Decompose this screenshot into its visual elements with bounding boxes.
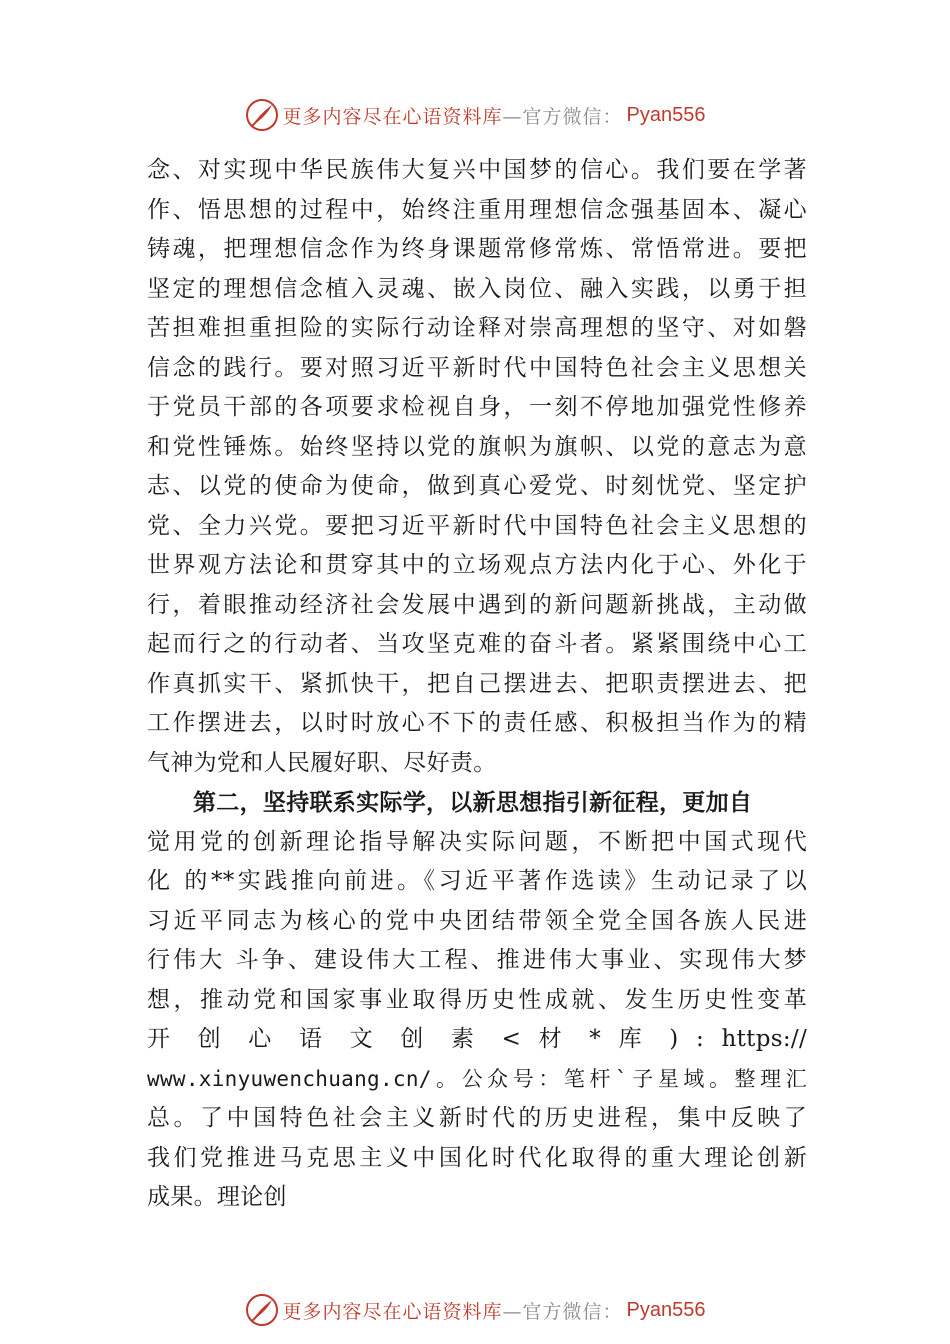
section-heading: 第二，坚持联系实际学，以新思想指引新征程，更加自 (193, 789, 753, 816)
document-body (147, 151, 807, 1218)
text-line: 行，着眼推动经济社会发展中遇到的新问题新挑战，主动做 (147, 591, 807, 618)
text-line-url: www.xinyuwenchuang.cn/。公众号：笔杆`子星域。整理汇 (147, 1066, 807, 1091)
text-line: 工作摆进去，以时时放心不下的责任感、积极担当作为的精 (147, 710, 807, 736)
text-line: 想，推动党和国家事业取得历史性成就、发生历史性变革 (147, 986, 807, 1013)
text-line: 念、对实现中华民族伟大复兴中国梦的信心。我们要在学著 (147, 157, 807, 183)
text-line: 苦担难担重担险的实际行动诠释对崇高理想的坚守、对如磐 (147, 315, 807, 341)
banner-separator: —官方微信： (502, 1300, 623, 1323)
text-line: 习近平同志为核心的党中央团结带领全党全国各族人民进 (147, 907, 807, 934)
header-banner (0, 95, 950, 135)
text-line: 志、以党的使命为使命，做到真心爱党、时刻忧党、坚定护 (147, 473, 807, 499)
text-line: 和党性锤炼。始终坚持以党的旗帜为旗帜、以党的意志为意 (147, 433, 807, 460)
text-line: 作、悟思想的过程中，始终注重用理想信念强基固本、凝心 (147, 196, 807, 223)
banner-title: 更多内容尽在心语资料库 (282, 1300, 503, 1323)
text-line: 觉用党的创新理论指导解决实际问题，不断把中国式现代 (147, 828, 807, 855)
footer-banner (0, 1290, 950, 1330)
text-line: 我们党推进马克思主义中国化时代化取得的重大理论创新 (147, 1144, 807, 1171)
banner-wechat-id: Pyan556 (626, 103, 706, 126)
quill-logo-icon (245, 1293, 279, 1327)
text-line: 于党员干部的各项要求检视自身，一刻不停地加强党性修养 (147, 394, 807, 420)
text-line: 起而行之的行动者、当攻坚克难的奋斗者。紧紧围绕中心工 (147, 631, 807, 657)
text-line: 开 创 心 语 文 创 素 < 材 * 库 ) : https:// (147, 1026, 807, 1052)
text-line: 作真抓实干、紧抓快干，把自己摆进去、把职责摆进去、把 (147, 670, 807, 697)
text-line: 党、全力兴党。要把习近平新时代中国特色社会主义思想的 (147, 512, 807, 539)
banner-title: 更多内容尽在心语资料库 (282, 105, 503, 128)
banner-wechat-id: Pyan556 (626, 1298, 706, 1321)
text-line: 信念的践行。要对照习近平新时代中国特色社会主义思想关 (147, 354, 807, 381)
text-line: 总。了中国特色社会主义新时代的历史进程，集中反映了 (147, 1105, 807, 1131)
text-line: 世界观方法论和贯穿其中的立场观点方法内化于心、外化于 (147, 552, 807, 578)
text-line: 铸魂，把理想信念作为终身课题常修常炼、常悟常进。要把 (147, 236, 807, 262)
text-line: 行伟大 斗争、建设伟大工程、推进伟大事业、实现伟大梦 (147, 947, 807, 973)
text-line: 成果。理论创 (147, 1184, 287, 1210)
banner-separator: —官方微信： (502, 105, 623, 128)
quill-logo-icon (245, 98, 279, 132)
text-line: 气神为党和人民履好职、尽好责。 (147, 749, 497, 776)
text-line: 化 的**实践推向前进。《习近平著作选读》生动记录了以 (147, 868, 807, 894)
text-line: 坚定的理想信念植入灵魂、嵌入岗位、融入实践，以勇于担 (147, 275, 807, 302)
